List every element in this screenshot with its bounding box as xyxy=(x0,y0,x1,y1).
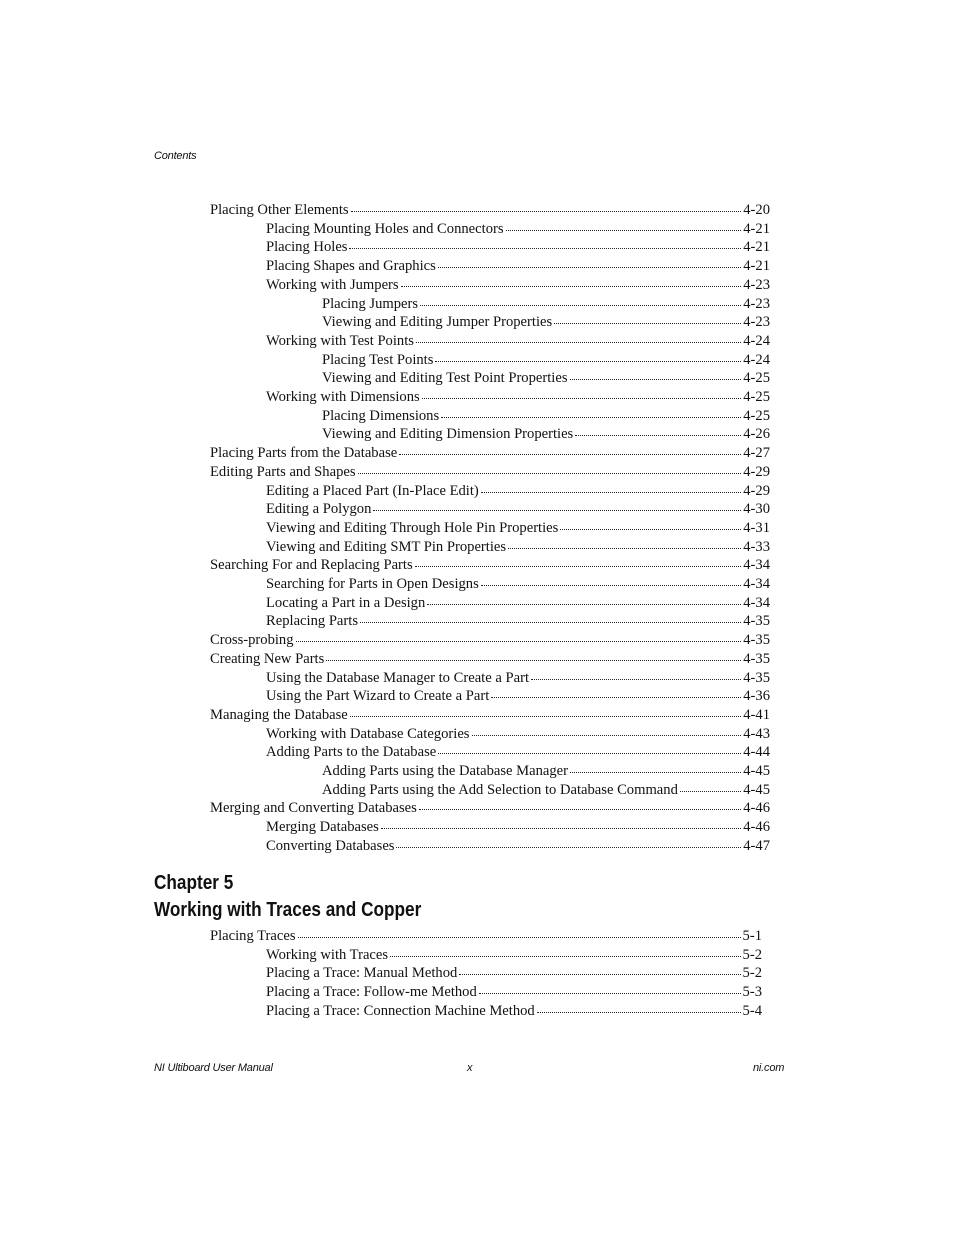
toc-entry-page: 4-35 xyxy=(743,650,770,667)
toc-entry-page: 4-29 xyxy=(743,482,770,499)
dot-leader xyxy=(506,217,742,231)
toc-entry-page: 5-2 xyxy=(742,965,762,982)
toc-entry-page: 4-46 xyxy=(743,800,770,817)
toc-entry[interactable] xyxy=(266,237,770,255)
toc-entry-title: Placing Mounting Holes and Connectors xyxy=(266,220,504,237)
toc-entry-title: Placing Dimensions xyxy=(322,407,440,424)
dot-leader xyxy=(399,441,741,455)
toc-entry-title: Using the Database Manager to Create a Part xyxy=(266,669,529,686)
toc-entry-title: Creating New Parts xyxy=(210,650,325,667)
toc-entry-page: 5-3 xyxy=(742,984,762,1001)
toc-entry-title: Merging Databases xyxy=(266,819,379,836)
toc-entry-title: Placing a Trace: Connection Machine Method xyxy=(266,1002,535,1019)
dot-leader xyxy=(420,292,741,306)
toc-entry[interactable] xyxy=(322,406,770,424)
toc-entry[interactable] xyxy=(266,275,770,293)
toc-entry-title: Working with Traces xyxy=(266,946,389,963)
toc-entry-page: 4-20 xyxy=(743,202,770,218)
toc-entry-page: 4-30 xyxy=(743,501,770,518)
toc-entry-title: Placing Other Elements xyxy=(210,202,349,218)
footer-page-number: x xyxy=(467,1062,473,1074)
toc-entry[interactable] xyxy=(322,780,770,798)
toc-entry[interactable] xyxy=(266,982,762,1000)
dot-leader xyxy=(438,254,741,268)
toc-entry-title: Locating a Part in a Design xyxy=(266,594,426,611)
toc-entry-title: Using the Part Wizard to Create a Part xyxy=(266,688,490,705)
toc-entry-page: 4-34 xyxy=(743,576,770,592)
toc-entry[interactable] xyxy=(266,611,770,629)
toc-entry[interactable] xyxy=(266,518,770,536)
toc-entry[interactable] xyxy=(266,219,770,237)
toc-entry[interactable] xyxy=(266,686,770,704)
toc-entry-page: 4-31 xyxy=(743,519,770,536)
toc-entry-title: Working with Dimensions xyxy=(266,389,420,405)
toc-entry[interactable] xyxy=(322,294,770,312)
chapter-number: Chapter 5 xyxy=(154,872,234,894)
dot-leader xyxy=(326,647,741,661)
toc-entry[interactable] xyxy=(266,724,770,742)
dot-leader xyxy=(435,348,741,362)
dot-leader xyxy=(427,591,741,605)
toc-entry-page: 5-1 xyxy=(742,928,762,944)
toc-entry-page: 5-2 xyxy=(742,946,762,963)
toc-entry[interactable] xyxy=(266,387,770,405)
toc-entry-title: Viewing and Editing Dimension Properties xyxy=(322,426,574,443)
toc-entry-page: 4-23 xyxy=(743,295,770,312)
toc-entry-title: Placing Parts from the Database xyxy=(210,445,398,462)
toc-entry-title: Working with Jumpers xyxy=(266,276,399,293)
toc-entry-page: 4-23 xyxy=(743,314,770,331)
dot-leader xyxy=(390,943,740,957)
dot-leader xyxy=(459,961,740,975)
toc-entry-title: Working with Test Points xyxy=(266,332,414,349)
toc-entry[interactable] xyxy=(266,963,762,981)
dot-leader xyxy=(560,516,741,530)
toc-entry-title: Cross-probing xyxy=(210,632,294,649)
toc-entry[interactable] xyxy=(266,499,770,517)
toc-entry-title: Adding Parts to the Database xyxy=(266,744,437,761)
toc-entry[interactable] xyxy=(210,462,770,480)
toc-entry-page: 4-47 xyxy=(743,837,770,854)
toc-entry[interactable] xyxy=(210,926,762,944)
toc-entry-page: 4-46 xyxy=(743,819,770,836)
dot-leader xyxy=(381,815,741,829)
toc-entry-title: Working with Database Categories xyxy=(266,725,470,742)
toc-entry-page: 4-45 xyxy=(743,781,770,798)
chapter-title: Working with Traces and Copper xyxy=(154,899,422,921)
toc-entry[interactable] xyxy=(322,424,770,442)
toc-entry-title: Adding Parts using the Database Manager xyxy=(322,763,569,779)
dot-leader xyxy=(537,999,741,1013)
dot-leader xyxy=(481,572,741,586)
toc-entry[interactable] xyxy=(210,200,770,218)
toc-entry-page: 4-21 xyxy=(743,239,770,256)
toc-entry-page: 4-35 xyxy=(743,632,770,649)
toc-entry-page: 4-34 xyxy=(743,594,770,611)
toc-entry[interactable] xyxy=(266,668,770,686)
toc-entry-title: Converting Databases xyxy=(266,837,395,854)
toc-entry[interactable] xyxy=(266,574,770,592)
toc-entry-page: 4-25 xyxy=(743,389,770,405)
footer-website: ni.com xyxy=(753,1062,785,1074)
toc-entry-page: 4-25 xyxy=(743,407,770,424)
dot-leader xyxy=(360,609,741,623)
toc-entry-title: Editing a Placed Part (In-Place Edit) xyxy=(266,482,479,499)
toc-entry-title: Placing a Trace: Follow-me Method xyxy=(266,984,477,1001)
dot-leader xyxy=(472,722,742,736)
toc-entry[interactable] xyxy=(266,836,770,854)
toc-entry[interactable] xyxy=(266,593,770,611)
toc-entry[interactable] xyxy=(322,368,770,386)
dot-leader xyxy=(438,740,741,754)
dot-leader xyxy=(491,684,741,698)
dot-leader xyxy=(570,759,741,773)
dot-leader xyxy=(441,404,741,418)
dot-leader xyxy=(401,273,742,287)
dot-leader xyxy=(508,535,741,549)
toc-entry-page: 4-35 xyxy=(743,669,770,686)
toc-entry-title: Viewing and Editing Test Point Properties xyxy=(322,370,568,387)
dot-leader xyxy=(349,235,741,249)
dot-leader xyxy=(575,422,741,436)
toc-entry[interactable] xyxy=(266,537,770,555)
dot-leader xyxy=(479,980,741,994)
toc-entry-title: Managing the Database xyxy=(210,706,348,723)
toc-entry-title: Placing Traces xyxy=(210,928,296,944)
toc-entry-page: 5-4 xyxy=(742,1002,762,1019)
toc-entry-page: 4-26 xyxy=(743,426,770,443)
dot-leader xyxy=(416,329,741,343)
dot-leader xyxy=(296,628,742,642)
toc-entry[interactable] xyxy=(266,945,762,963)
toc-entry[interactable] xyxy=(322,761,770,779)
dot-leader xyxy=(396,834,741,848)
toc-entry-title: Replacing Parts xyxy=(266,613,359,630)
dot-leader xyxy=(680,778,741,792)
toc-entry-page: 4-29 xyxy=(743,463,770,480)
toc-entry-title: Placing a Trace: Manual Method xyxy=(266,965,458,982)
toc-entry-page: 4-24 xyxy=(743,351,770,368)
running-head: Contents xyxy=(154,150,197,162)
toc-entry[interactable] xyxy=(210,555,770,573)
toc-entry-page: 4-34 xyxy=(743,557,770,574)
toc-entry-title: Editing Parts and Shapes xyxy=(210,463,356,480)
toc-entry-title: Adding Parts using the Add Selection to Database Command xyxy=(322,781,678,798)
toc-entry[interactable] xyxy=(266,256,770,274)
toc-entry[interactable] xyxy=(210,649,770,667)
toc-entry[interactable] xyxy=(322,350,770,368)
toc-entry-page: 4-41 xyxy=(743,706,770,723)
dot-leader xyxy=(298,924,741,938)
dot-leader xyxy=(358,460,742,474)
toc-entry[interactable] xyxy=(210,630,770,648)
toc-entry[interactable] xyxy=(266,331,770,349)
toc-entry[interactable] xyxy=(210,798,770,816)
toc-entry[interactable] xyxy=(266,1001,762,1019)
toc-entry-title: Searching for Parts in Open Designs xyxy=(266,576,479,592)
toc-entry-page: 4-44 xyxy=(743,744,770,761)
toc-entry-page: 4-35 xyxy=(743,613,770,630)
toc-entry-title: Placing Holes xyxy=(266,239,348,256)
dot-leader xyxy=(554,310,741,324)
dot-leader xyxy=(419,796,741,810)
toc-entry-title: Editing a Polygon xyxy=(266,501,372,518)
toc-entry-title: Searching For and Replacing Parts xyxy=(210,557,413,574)
toc-entry-title: Viewing and Editing SMT Pin Properties xyxy=(266,538,507,555)
toc-entry-page: 4-27 xyxy=(743,445,770,462)
footer-manual-title: NI Ultiboard User Manual xyxy=(154,1062,273,1074)
toc-entry[interactable] xyxy=(266,481,770,499)
toc-entry-page: 4-25 xyxy=(743,370,770,387)
toc-entry-page: 4-43 xyxy=(743,725,770,742)
toc-entry-title: Merging and Converting Databases xyxy=(210,800,417,817)
dot-leader xyxy=(570,366,742,380)
dot-leader xyxy=(373,497,741,511)
toc-entry[interactable] xyxy=(266,817,770,835)
toc-entry[interactable] xyxy=(266,742,770,760)
dot-leader xyxy=(531,666,741,680)
toc-entry-title: Placing Test Points xyxy=(322,351,434,368)
toc-entry-page: 4-36 xyxy=(743,688,770,705)
toc-entry-page: 4-21 xyxy=(743,258,770,275)
toc-entry-page: 4-21 xyxy=(743,220,770,237)
toc-entry-page: 4-45 xyxy=(743,763,770,779)
dot-leader xyxy=(351,198,742,212)
dot-leader xyxy=(422,385,742,399)
toc-entry-page: 4-23 xyxy=(743,276,770,293)
dot-leader xyxy=(350,703,741,717)
dot-leader xyxy=(415,553,742,567)
toc-entry-title: Viewing and Editing Jumper Properties xyxy=(322,314,553,331)
toc-entry[interactable] xyxy=(210,705,770,723)
toc-entry[interactable] xyxy=(322,312,770,330)
toc-entry-title: Placing Jumpers xyxy=(322,295,419,312)
toc-entry-page: 4-24 xyxy=(743,332,770,349)
toc-entry-title: Placing Shapes and Graphics xyxy=(266,258,436,275)
toc-entry-title: Viewing and Editing Through Hole Pin Properties xyxy=(266,519,559,536)
toc-entry-page: 4-33 xyxy=(743,538,770,555)
toc-entry[interactable] xyxy=(210,443,770,461)
dot-leader xyxy=(481,479,741,493)
